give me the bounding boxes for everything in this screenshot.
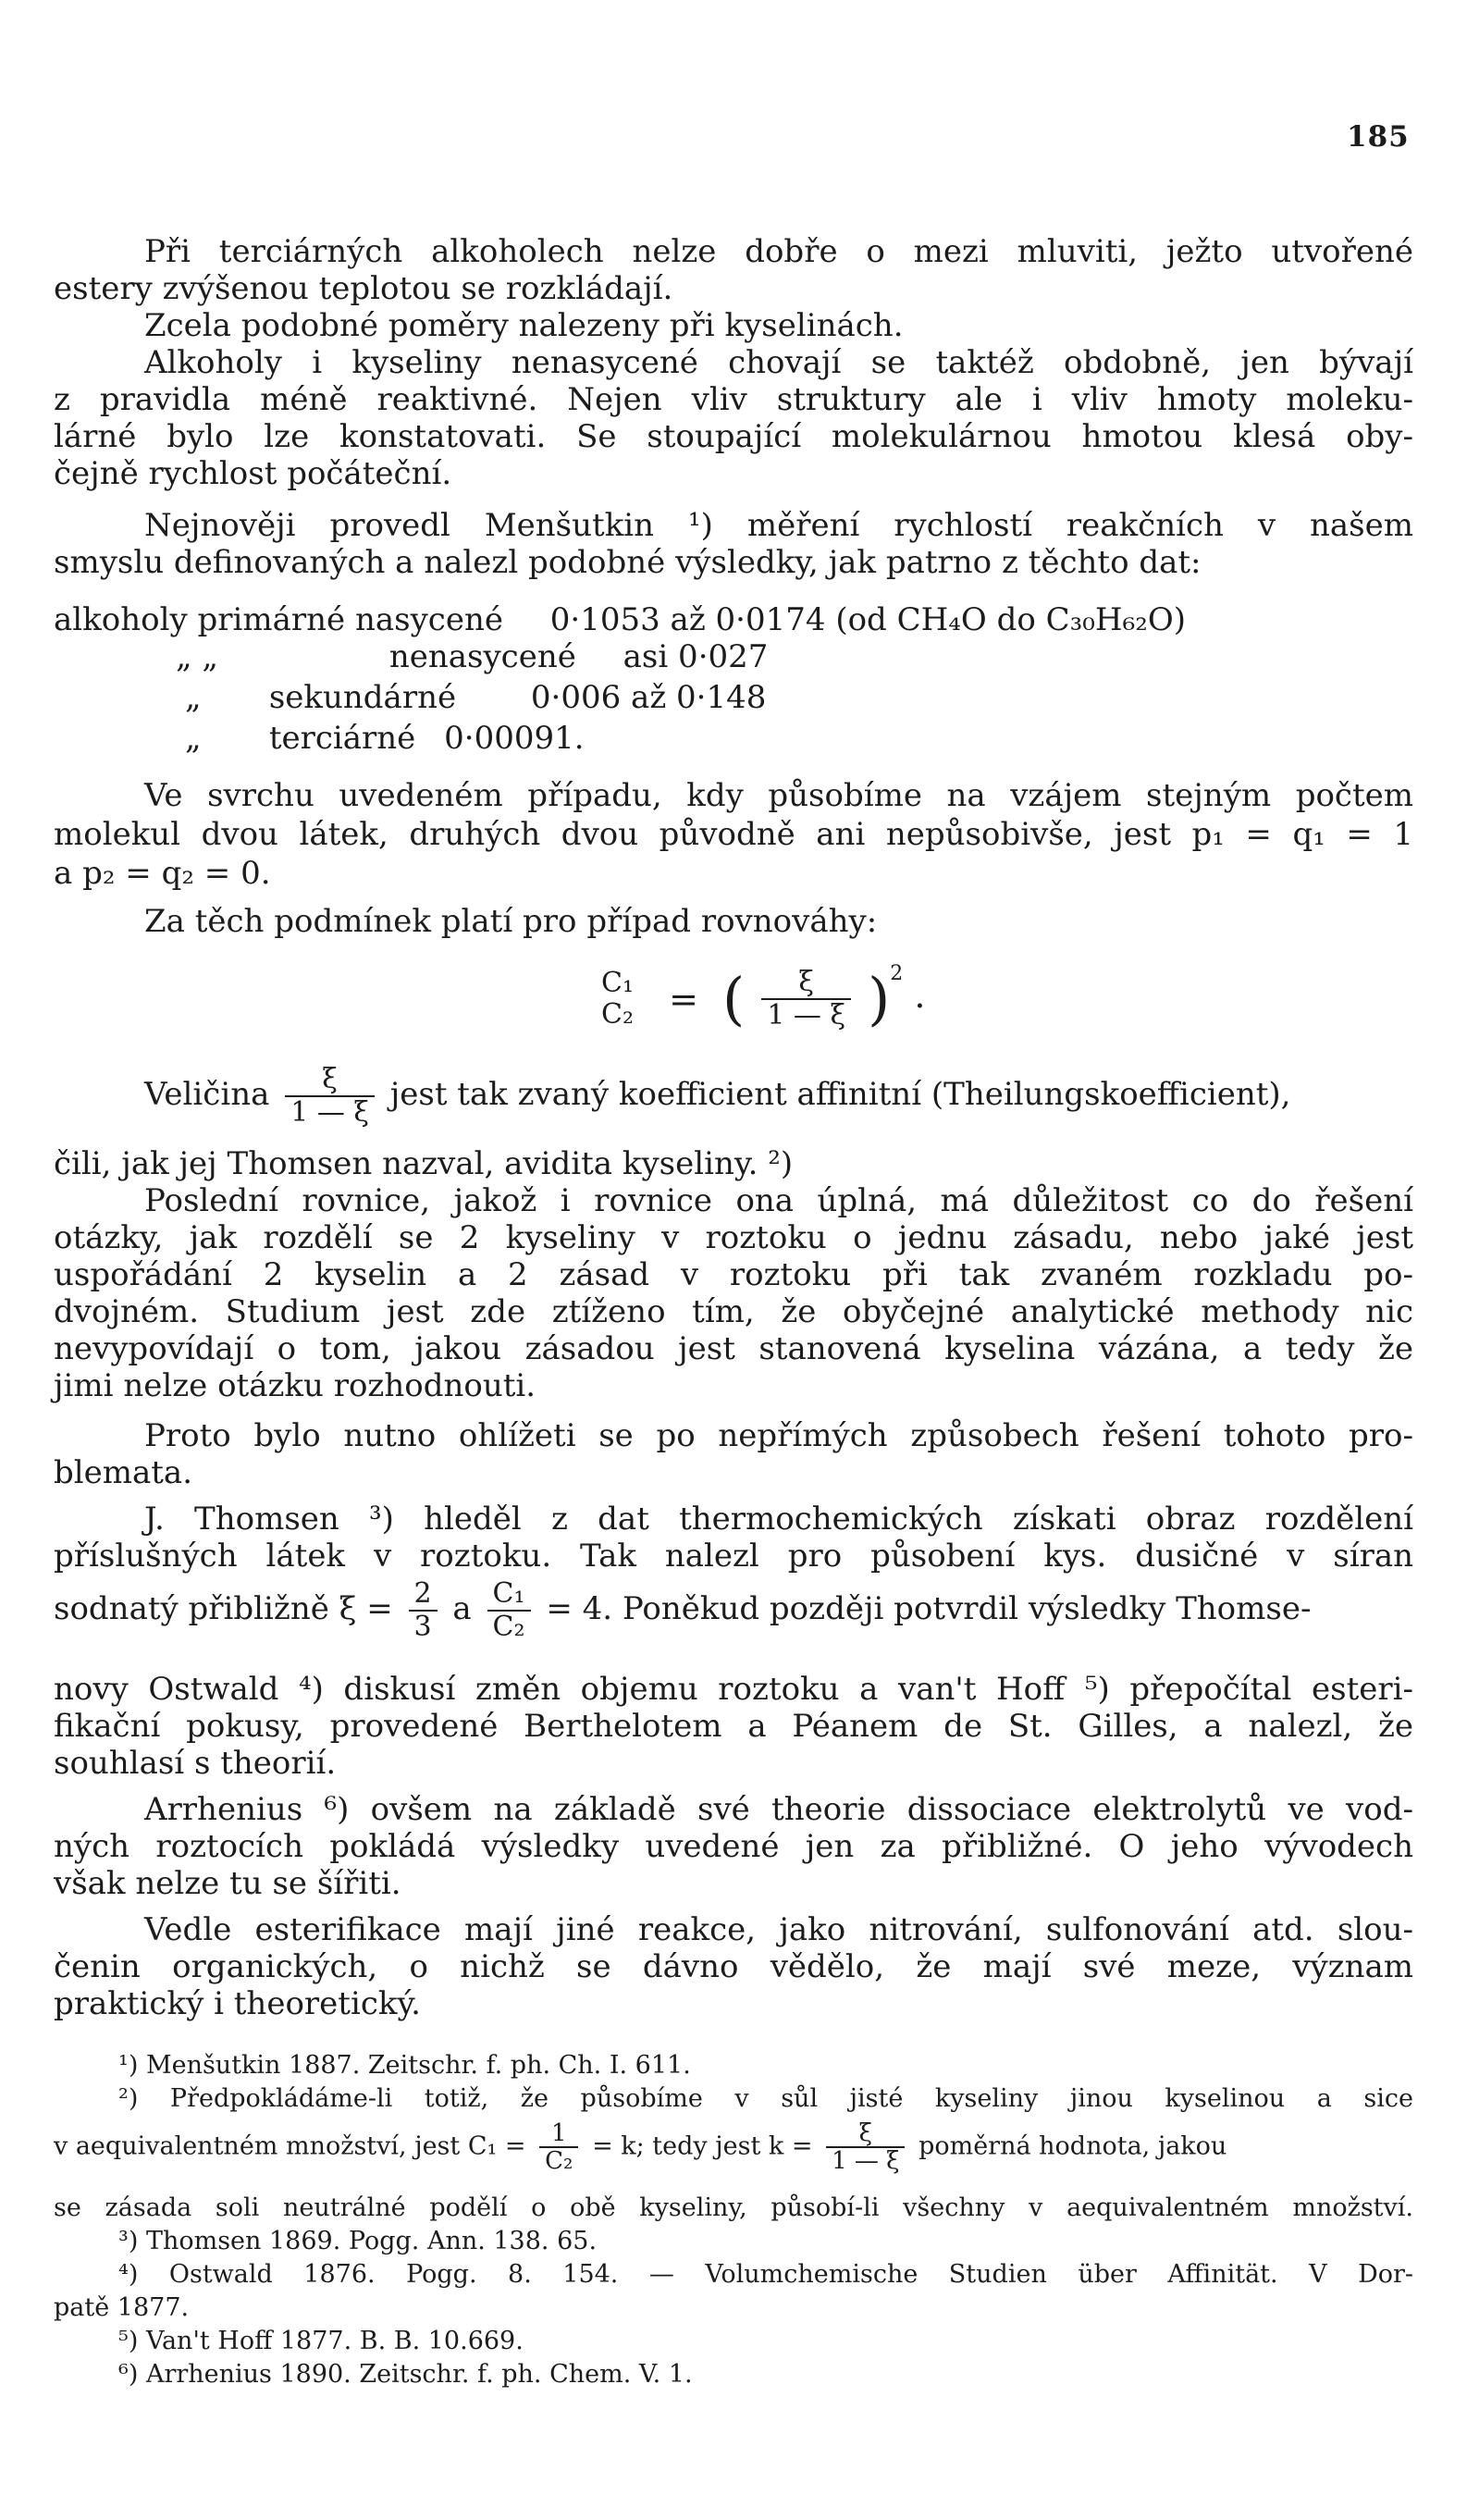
data-row <box>176 638 768 675</box>
footnote: ⁴) Ostwald 1876. Pogg. 8. 154. — Volumchemische Studien über Affinität. V Dor- <box>118 2260 1413 2289</box>
paragraph-line: čejně rychlost počáteční. <box>54 455 452 492</box>
data-row-value: asi 0·027 <box>623 638 769 675</box>
ditto-mark: „ <box>185 679 202 716</box>
paragraph-line: J. Thomsen ³) hleděl z dat thermochemických získati obraz rozdělení <box>144 1501 1413 1538</box>
paragraph-line: jimi nelze otázku rozhodnouti. <box>54 1367 536 1404</box>
paragraph-line: novy Ostwald ⁴) diskusí změn objemu roztoku a van't Hoff ⁵) přepočítal esteri- <box>54 1671 1413 1708</box>
data-row-label: nenasycené <box>388 638 576 675</box>
fraction: $\frac{\text{C₁}}{\text{C₂}}$ <box>487 1578 531 1643</box>
footnote-formula: v aequivalentném množství, jest C₁ = $\frac{1}{\text{C₂}}$ = k; tedy jest k = $\frac{\xi}{1 — \xi}$ poměrná hodnota, jakou <box>54 2119 1227 2175</box>
paragraph-line: nevypovídají o tom, jakou zásadou jest stanovená kyselina vázána, a tedy že <box>54 1330 1413 1367</box>
paragraph-line: Při terciárných alkoholech nelze dobře o mezi mluviti, ježto utvořené <box>144 233 1413 270</box>
footnote: ⁵) Van't Hoff 1877. B. B. 10.669. <box>118 2327 524 2355</box>
data-row <box>54 601 1186 638</box>
paragraph-line: sodnatý přibližně ξ = $\frac{2}{3}$ a $\frac{\text{C₁}}{\text{C₂}}$ = 4. Poněkud později potvrdil výsledky Thomse- <box>54 1577 1312 1643</box>
data-row-label: terciárné <box>268 720 416 757</box>
data-row-value: 0·00091. <box>444 720 585 757</box>
paragraph-line: Ve svrchu uvedeném případu, kdy působíme na vzájem stejným počtem <box>144 777 1413 814</box>
paragraph-line: příslušných látek v roztoku. Tak nalezl pro působení kys. dusičné v síran <box>54 1538 1413 1575</box>
paragraph-line: praktický i theoretický. <box>54 1985 421 2022</box>
data-row <box>185 720 585 757</box>
paragraph-line: Poslední rovnice, jakož i rovnice ona úplná, má důležitost co do řešení <box>144 1182 1413 1219</box>
footnote: ⁶) Arrhenius 1890. Zeitschr. f. ph. Chem. V. 1. <box>118 2360 693 2389</box>
paragraph-line: otázky, jak rozdělí se 2 kyseliny v roztoku o jednu zásadu, nebo jaké jest <box>54 1219 1413 1256</box>
page-number: 185 <box>1347 120 1410 154</box>
fraction: $\frac{\xi}{1 — \xi}$ <box>285 1064 375 1129</box>
paragraph-line: a p₂ = q₂ = 0. <box>54 855 271 892</box>
paragraph-line: z pravidla méně reaktivné. Nejen vliv struktury ale i vliv hmoty moleku- <box>54 381 1413 418</box>
paragraph-line: čili, jak jej Thomsen nazval, avidita kyseliny. ²) <box>54 1145 794 1182</box>
paragraph-line: souhlasí s theorií. <box>54 1745 337 1782</box>
fraction: $\frac{1}{\text{C₂}}$ <box>539 2120 578 2174</box>
equilibrium-equation: C₁ C₂ = ( $\frac{\xi}{1 — \xi}$ )$^2$ . <box>590 962 925 1032</box>
paragraph-line: Veličina $\frac{\xi}{1 — \xi}$ jest tak zvaný koefficient affinitní (Theilungskoefficient), <box>144 1063 1291 1129</box>
footnote: ³) Thomsen 1869. Pogg. Ann. 138. 65. <box>118 2227 598 2255</box>
paragraph-line: Arrhenius ⁶) ovšem na základě své theorie dissociace elektrolytů ve vod- <box>144 1791 1413 1828</box>
data-row-value: 0·006 až 0·148 <box>530 679 767 716</box>
paragraph-line: uspořádání 2 kyselin a 2 zásad v roztoku při tak zvaném rozkladu po- <box>54 1256 1413 1293</box>
ditto-mark: „ „ <box>176 638 219 675</box>
data-row-label: sekundárné <box>268 679 457 716</box>
paragraph-line: Nejnověji provedl Menšutkin ¹) měření rychlostí reakčních v našem <box>144 507 1413 544</box>
footnote: se zásada soli neutrálné podělí o obě kyseliny, působí-li všechny v aequivalentném množství. <box>54 2193 1413 2222</box>
footnote: patě 1877. <box>54 2293 190 2322</box>
ditto-mark: „ <box>185 720 202 757</box>
paragraph-line: dvojném. Studium jest zde ztíženo tím, že obyčejné analytické methody nic <box>54 1293 1413 1330</box>
fraction: C₁ C₂ <box>601 966 634 1031</box>
paragraph-line: Za těch podmínek platí pro případ rovnováhy: <box>144 903 878 940</box>
paragraph-line: ných roztocích pokládá výsledky uvedené jen za přibližné. O jeho vývodech <box>54 1828 1413 1865</box>
data-row <box>185 679 766 716</box>
paragraph-line: fikační pokusy, provedené Berthelotem a Péanem de St. Gilles, a nalezl, že <box>54 1708 1413 1745</box>
paragraph-line: Zcela podobné poměry nalezeny při kyselinách. <box>144 307 904 344</box>
paragraph-line: Proto bylo nutno ohlížeti se po nepřímých způsobech řešení tohoto pro- <box>144 1417 1413 1454</box>
paragraph-line: však nelze tu se šířiti. <box>54 1865 401 1902</box>
paragraph-line: Vedle esterifikace mají jiné reakce, jako nitrování, sulfonování atd. slou- <box>144 1911 1413 1948</box>
paragraph-line: čenin organických, o nichž se dávno vědělo, že mají své meze, význam <box>54 1948 1413 1985</box>
data-row-value: 0·1053 až 0·0174 (od CH₄O do C₃₀H₆₂O) <box>549 601 1186 638</box>
footnote: ¹) Menšutkin 1887. Zeitschr. f. ph. Ch. I. 611. <box>118 2051 691 2080</box>
paragraph-line: Alkoholy i kyseliny nenasycené chovají se taktéž obdobně, jen bývají <box>144 344 1413 381</box>
paragraph-line: molekul dvou látek, druhých dvou původně ani nepůsobivše, jest p₁ = q₁ = 1 <box>54 816 1413 853</box>
data-row-label: alkoholy primárné nasycené <box>54 601 503 638</box>
paragraph-line: estery zvýšenou teplotou se rozkládají. <box>54 270 673 307</box>
footnote: ²) Předpokládáme-li totiž, že působíme v sůl jisté kyseliny jinou kyselinou a sice <box>118 2084 1413 2113</box>
fraction: $\frac{\xi}{1 — \xi}$ <box>826 2120 905 2174</box>
paragraph-line: smyslu definovaných a nalezl podobné výsledky, jak patrno z těchto dat: <box>54 544 1202 581</box>
paragraph-line: blemata. <box>54 1454 193 1491</box>
fraction: $\frac{2}{3}$ <box>409 1578 438 1643</box>
paragraph-line: lárné bylo lze konstatovati. Se stoupající molekulárnou hmotou klesá oby- <box>54 418 1413 455</box>
fraction: $\frac{\xi}{1 — \xi}$ <box>761 967 851 1031</box>
